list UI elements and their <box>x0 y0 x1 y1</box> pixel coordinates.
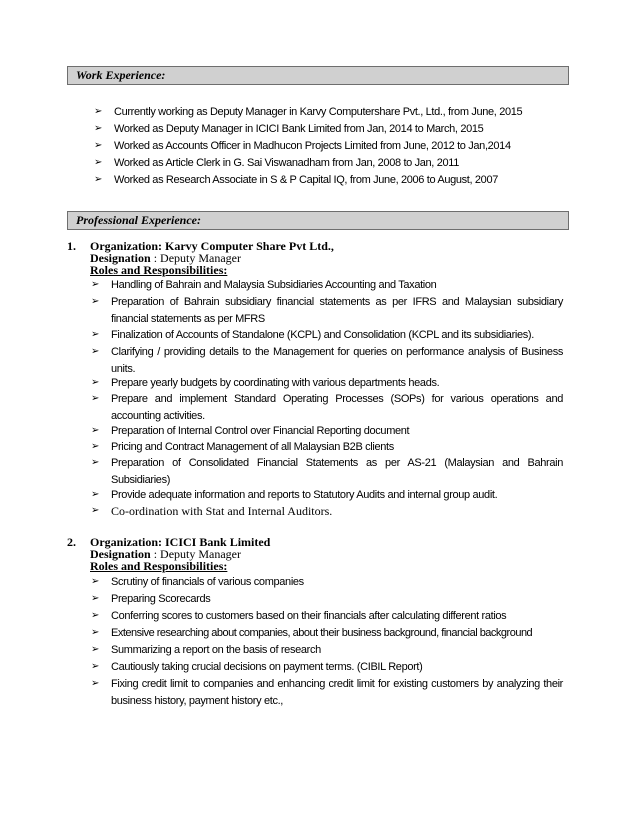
arrow-bullet-icon: ➢ <box>91 627 99 638</box>
arrow-bullet-icon: ➢ <box>91 644 100 655</box>
arrow-bullet-icon: ➢ <box>91 393 100 404</box>
org-1-item-1: ➢ Handling of Bahrain and Malaysia Subsidiaries Accounting and Taxation <box>111 277 436 294</box>
org-1-number: 1. <box>67 239 76 253</box>
arrow-bullet-icon: ➢ <box>94 174 103 185</box>
arrow-bullet-icon: ➢ <box>94 106 103 117</box>
org-1-item-5: ➢ Prepare yearly budgets by coordinating with various departments heads. <box>111 375 439 392</box>
arrow-bullet-icon: ➢ <box>91 329 100 340</box>
work-item-2: ➢ Worked as Deputy Manager in ICICI Bank Limited from Jan, 2014 to March, 2015 <box>114 121 483 138</box>
arrow-bullet-icon: ➢ <box>94 123 103 134</box>
arrow-bullet-icon: ➢ <box>91 576 100 587</box>
org-1-item-9: ➢ Preparation of Consolidated Financial Statements as per AS-21 (Malaysian and Bahrain Subsidiaries) <box>91 457 563 486</box>
work-experience-heading: Work Experience: <box>67 66 569 85</box>
org-2-item-2: ➢ Preparing Scorecards <box>111 591 210 608</box>
arrow-bullet-icon: ➢ <box>91 593 100 604</box>
org-1-item-4: ➢ Clarifying / providing details to the Management for queries on performance analysis of Business units. <box>91 346 563 375</box>
org-1-item-3: ➢ Finalization of Accounts of Standalone (KCPL) and Consolidation (KCPL and its subsidiaries). <box>111 327 534 344</box>
org-2-item-5: ➢ Summarizing a report on the basis of research <box>111 642 321 659</box>
arrow-bullet-icon: ➢ <box>91 441 100 452</box>
arrow-bullet-icon: ➢ <box>91 457 100 468</box>
org-1-title: Organization: Karvy Computer Share Pvt Ltd., <box>90 239 334 253</box>
arrow-bullet-icon: ➢ <box>91 489 100 500</box>
org-1-item-11: ➢ Co-ordination with Stat and Internal Auditors. <box>91 504 333 518</box>
org-2-number: 2. <box>67 535 76 549</box>
org-1-item-6: ➢ Prepare and implement Standard Operating Processes (SOPs) for various operations and accounting activities. <box>91 393 563 422</box>
arrow-bullet-icon: ➢ <box>91 296 100 307</box>
org-2-title: Organization: ICICI Bank Limited <box>90 535 271 549</box>
work-item-1: ➢ Currently working as Deputy Manager in Karvy Computershare Pvt., Ltd., from June, 2015 <box>114 104 522 121</box>
work-item-5: ➢ Worked as Research Associate in S & P Capital IQ, from June, 2006 to August, 2007 <box>114 172 498 189</box>
org-1-designation: Designation : Deputy Manager <box>90 251 241 265</box>
arrow-bullet-icon: ➢ <box>94 140 103 151</box>
org-2-roles-heading: Roles and Responsibilities: <box>90 559 228 573</box>
org-1-item-2: ➢ Preparation of Bahrain subsidiary financial statements as per IFRS and Malaysian subsidiary financial statements as per MFRS <box>91 296 563 325</box>
org-1-roles-heading: Roles and Responsibilities: <box>90 263 228 277</box>
org-2-designation: Designation : Deputy Manager <box>90 547 241 561</box>
professional-experience-heading: Professional Experience: <box>67 211 569 230</box>
arrow-bullet-icon: ➢ <box>91 279 100 290</box>
work-item-3: ➢ Worked as Accounts Officer in Madhucon Projects Limited from June, 2012 to Jan,2014 <box>114 138 511 155</box>
arrow-bullet-icon: ➢ <box>91 505 100 516</box>
arrow-bullet-icon: ➢ <box>91 610 100 621</box>
org-1-item-10: ➢ Provide adequate information and reports to Statutory Audits and internal group audit. <box>111 487 497 504</box>
arrow-bullet-icon: ➢ <box>91 661 100 672</box>
org-2-item-6: ➢ Cautiously taking crucial decisions on payment terms. (CIBIL Report) <box>111 659 422 676</box>
work-item-4: ➢ Worked as Article Clerk in G. Sai Viswanadham from Jan, 2008 to Jan, 2011 <box>114 155 459 172</box>
arrow-bullet-icon: ➢ <box>91 425 100 436</box>
org-2-item-4: ➢ Extensive researching about companies, about their business background, financial background <box>111 625 532 642</box>
org-1-item-8: ➢ Pricing and Contract Management of all Malaysian B2B clients <box>111 439 394 456</box>
arrow-bullet-icon: ➢ <box>94 157 103 168</box>
org-2-item-3: ➢ Conferring scores to customers based on their financials after calculating different ratios <box>111 608 506 625</box>
org-1-item-7: ➢ Preparation of Internal Control over Financial Reporting document <box>111 423 409 440</box>
org-2-item-7: ➢ Fixing credit limit to companies and enhancing credit limit for existing customers by analyzing their business history, payment history etc., <box>91 678 563 707</box>
arrow-bullet-icon: ➢ <box>91 346 100 357</box>
arrow-bullet-icon: ➢ <box>91 678 100 689</box>
org-2-item-1: ➢ Scrutiny of financials of various companies <box>111 574 304 591</box>
arrow-bullet-icon: ➢ <box>91 377 100 388</box>
